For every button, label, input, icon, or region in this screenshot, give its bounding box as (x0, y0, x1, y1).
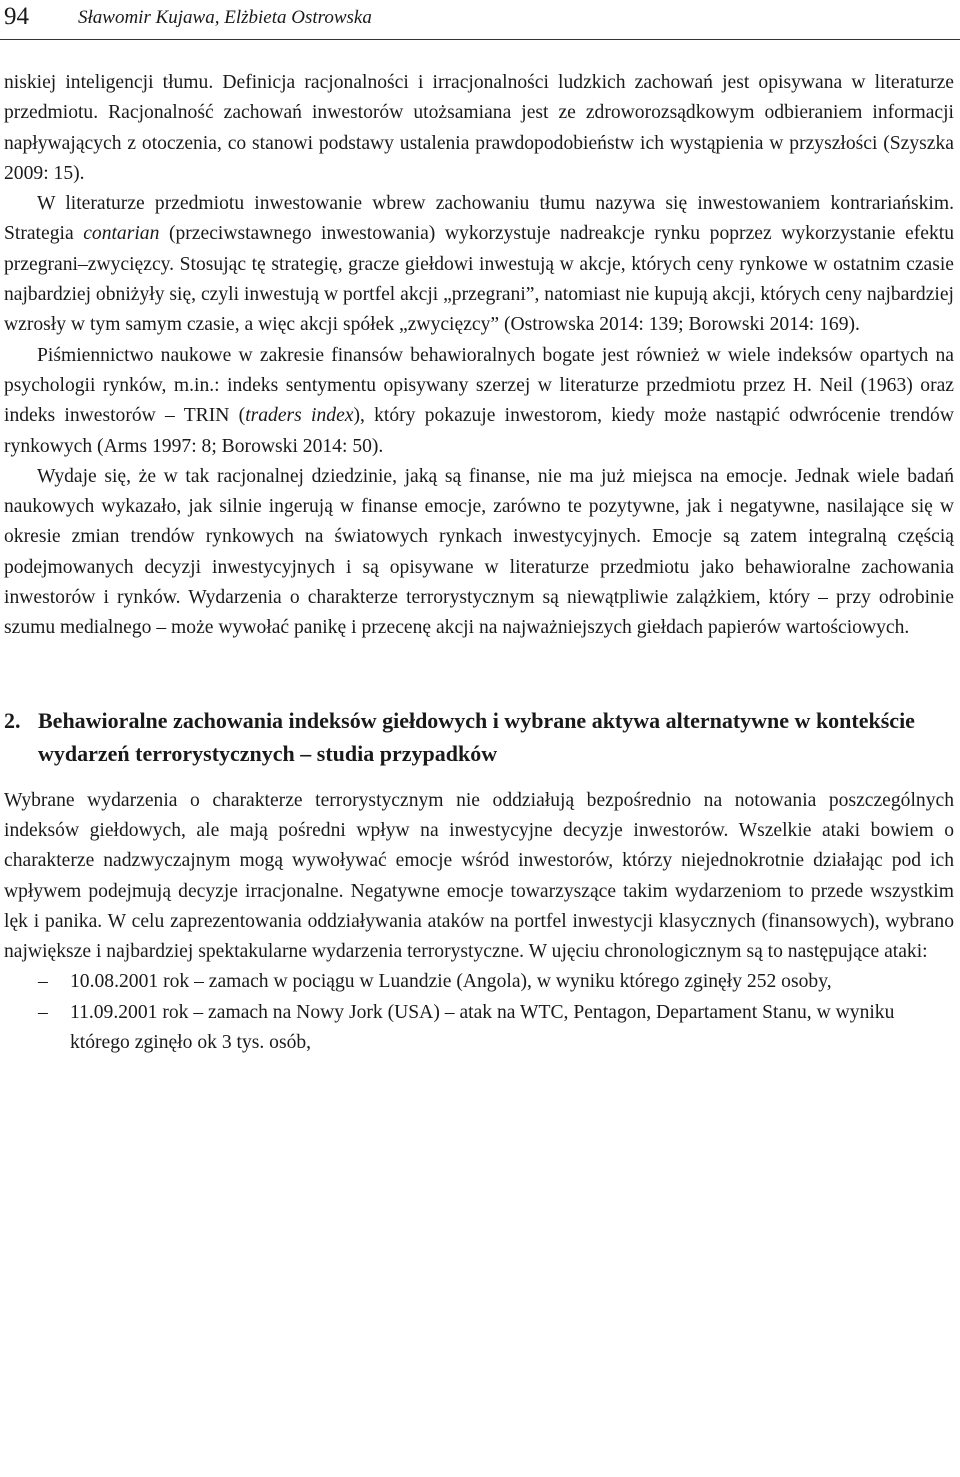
section-number: 2. (4, 707, 21, 733)
page-header (0, 0, 960, 40)
list-item-text: 11.09.2001 rok – zamach na Nowy Jork (USA) – atak na WTC, Pentagon, Departament Stanu, w wyniku którego zginęło ok 3 tys. osób, (70, 1001, 895, 1054)
paragraph-text: Piśmiennictwo naukowe w zakresie finansów behawioralnych bogate jest również w wiele indeksów opartych na psychologii rynków, m.in.: indeks sentymentu opisywany szerzej w literaturze przedmiotu przez H. Neil (1963) oraz indeks inwestorów – TRIN ( (4, 344, 954, 427)
italic-term: traders index (245, 405, 354, 427)
running-head: Sławomir Kujawa, Elżbieta Ostrowska (78, 7, 372, 28)
page-body (4, 68, 954, 1058)
list-item (4, 998, 954, 1059)
paragraph-emotions: Wydaje się, że w tak racjonalnej dziedzinie, jaką są finanse, nie ma już miejsca na emocje. Jednak wiele badań naukowych wykazało, jak silnie ingerują w finanse emocje, zarówno te pozytywne, jak i negatywne, nasilające się w okresie zmian trendów rynkowych na światowych rynkach inwestycyjnych. Emocje są zatem integralną częścią podejmowanych decyzji inwestycyjnych i są opisywane w literaturze przedmiotu jako behawioralne zachowania inwestorów i rynków. Wydarzenia o charakterze terrorystycznym są niewątpliwie zalążkiem, który – przy odrobinie szumu medialnego – może wywołać panikę i przecenę akcji na najważniejszych giełdach papierów wartościowych. (4, 465, 954, 639)
section-title: Behawioralne zachowania indeksów giełdowych i wybrane aktywa alternatywne w kontekście wydarzeń terrorystycznych – studia przypadków (38, 707, 915, 766)
paragraph-text: (przeciwstawnego inwestowania) wykorzystuje nadreakcje rynku poprzez wykorzystanie efektu przegrani–zwycięzcy. Stosując tę strategię, gracze giełdowi inwestują w akcje, których ceny rynkowe w ostatnim czasie najbardziej obniżyły się, czyli inwestują w portfel akcji „przegrani”, natomiast nie kupują akcji, których ceny najbardziej wzrosły w tym samym czasie, a więc akcji spółek „zwycięzcy” (Ostrowska 2014: 139; Borowski 2014: 169). (4, 223, 954, 336)
list-dash: – (38, 971, 48, 993)
list-dash: – (38, 1001, 48, 1023)
paragraph-continuation: niskiej inteligencji tłumu. Definicja racjonalności i irracjonalności ludzkich zachowań jest opisywana w literaturze przedmiotu. Racjonalność zachowań inwestorów utożsamiana jest ze zdroworozsądkowym odbieraniem informacji napływających z otoczenia, co stanowi podstawy ustalenia prawdopodobieństw ich wystąpienia w przyszłości (Szyszka 2009: 15). (4, 72, 954, 184)
paragraph-text: ), który pokazuje inwestorom, kiedy może nastąpić odwrócenie trendów rynkowych (Arms 1997: 8; Borowski 2014: 50). (4, 405, 954, 457)
paragraph-indices (4, 341, 954, 462)
page-number: 94 (4, 3, 29, 30)
paragraph-contrarian (4, 189, 954, 340)
section-paragraph: Wybrane wydarzenia o charakterze terrorystycznym nie oddziałują bezpośrednio na notowania poszczególnych indeksów giełdowych, ale mają pośredni wpływ na inwestycyjne decyzje inwestorów. Wszelkie ataki bowiem o charakterze nadzwyczajnym mogą wywoływać emocje wśród inwestorów, którzy niejednokrotnie działając pod ich wpływem podejmują decyzje irracjonalne. Negatywne emocje towarzyszące takim wydarzeniom to przede wszystkim lęk i panika. W celu zaprezentowania oddziaływania ataków na portfel inwestycji klasycznych (finansowych), wybrano największe i najbardziej spektakularne wydarzenia terrorystyczne. W ujęciu chronologicznym są to następujące ataki: (4, 789, 954, 963)
section-heading (4, 704, 954, 770)
paragraph-text: W literaturze przedmiotu inwestowanie wbrew zachowaniu tłumu nazywa się inwestowaniem kontrariańskim. Strategia (4, 193, 954, 245)
list-item-text: 10.08.2001 rok – zamach w pociągu w Luandzie (Angola), w wyniku którego zginęły 252 osoby, (70, 971, 832, 993)
header-rule (0, 39, 960, 40)
list-item (4, 967, 954, 997)
attack-list (4, 967, 954, 1058)
italic-term: contarian (83, 223, 160, 245)
